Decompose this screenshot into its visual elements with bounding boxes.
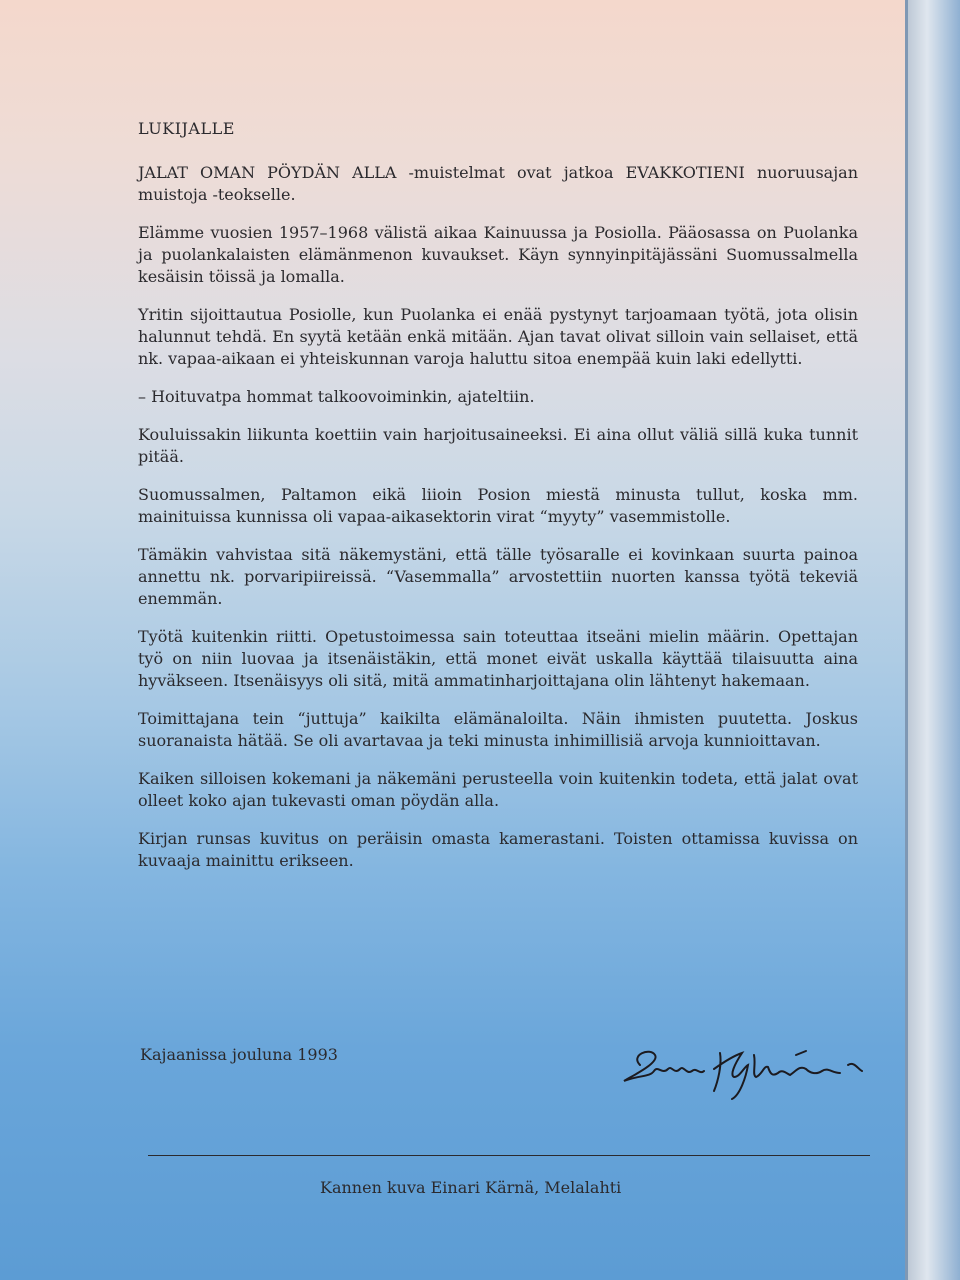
paragraph: JALAT OMAN PÖYDÄN ALLA -muistelmat ovat jatkoa EVAKKOTIENI nuoruusajan muistoja -teokselle. [138,163,858,204]
paragraph: Tämäkin vahvistaa sitä näkemystäni, että tälle työsaralle ei kovinkaan suurta painoa annettu nk. porvaripiireissä. “Vasemmalla” arvostettiin nuorten kanssa työtä tekeviä enemmän. [138,545,858,608]
paragraph: Elämme vuosien 1957–1968 välistä aikaa Kainuussa ja Posiolla. Pääosassa on Puolanka ja puolankalaisten elämänmenon kuvaukset. Käyn synnyinpitäjässäni Suomussalmella kesäisin töissä ja lomalla. [138,223,858,286]
paragraph: Kouluissakin liikunta koettiin vain harjoitusaineeksi. Ei aina ollut väliä sillä kuka tunnit pitää. [138,425,858,466]
author-signature [610,1025,880,1105]
place-and-date: Kajaanissa jouluna 1993 [140,1045,338,1064]
paragraph: Työtä kuitenkin riitti. Opetustoimessa sain toteuttaa itseäni mielin määrin. Opettajan työ on niin luovaa ja itsenäistäkin, että monet eivät uskalla käyttää tilaisuutta aina hyväkseen. Itsenäisyys oli sitä, mitä ammatinharjoittajana olin lähtenyt hakemaan. [138,627,858,690]
spine-edge [905,0,908,1280]
paragraph: – Hoituvatpa hommat talkoovoiminkin, ajateltiin. [138,387,535,406]
preface-heading: LUKIJALLE [138,119,235,138]
paragraph: Suomussalmen, Paltamon eikä liioin Posion miestä minusta tullut, koska mm. mainituissa kunnissa oli vapaa-aikasektorin virat “myyty” vasemmistolle. [138,485,858,526]
book-spine [905,0,960,1280]
preface-text [138,118,858,888]
paragraph: Yritin sijoittautua Posiolle, kun Puolanka ei enää pystynyt tarjoamaan työtä, jota olisin halunnut tehdä. En syytä ketään enkä mitään. Ajan tavat olivat silloin vain sellaiset, että nk. vapaa-aikaan ei yhteiskunnan varoja haluttu sitoa enempää kuin laki edellytti. [138,305,858,368]
paragraph: Kirjan runsas kuvitus on peräisin omasta kamerastani. Toisten ottamissa kuvissa on kuvaaja mainittu erikseen. [138,829,858,870]
divider-line [148,1155,870,1156]
paragraph: Kaiken silloisen kokemani ja näkemäni perusteella voin kuitenkin todeta, että jalat ovat olleet koko ajan tukevasti oman pöydän alla. [138,769,858,810]
cover-photo-credit: Kannen kuva Einari Kärnä, Melalahti [320,1178,622,1197]
paragraph: Toimittajana tein “juttuja” kaikilta elämänaloilta. Näin ihmisten puutetta. Joskus suoranaista hätää. Se oli avartavaa ja teki minusta inhimillisiä arvoja kunnioittavan. [138,709,858,750]
